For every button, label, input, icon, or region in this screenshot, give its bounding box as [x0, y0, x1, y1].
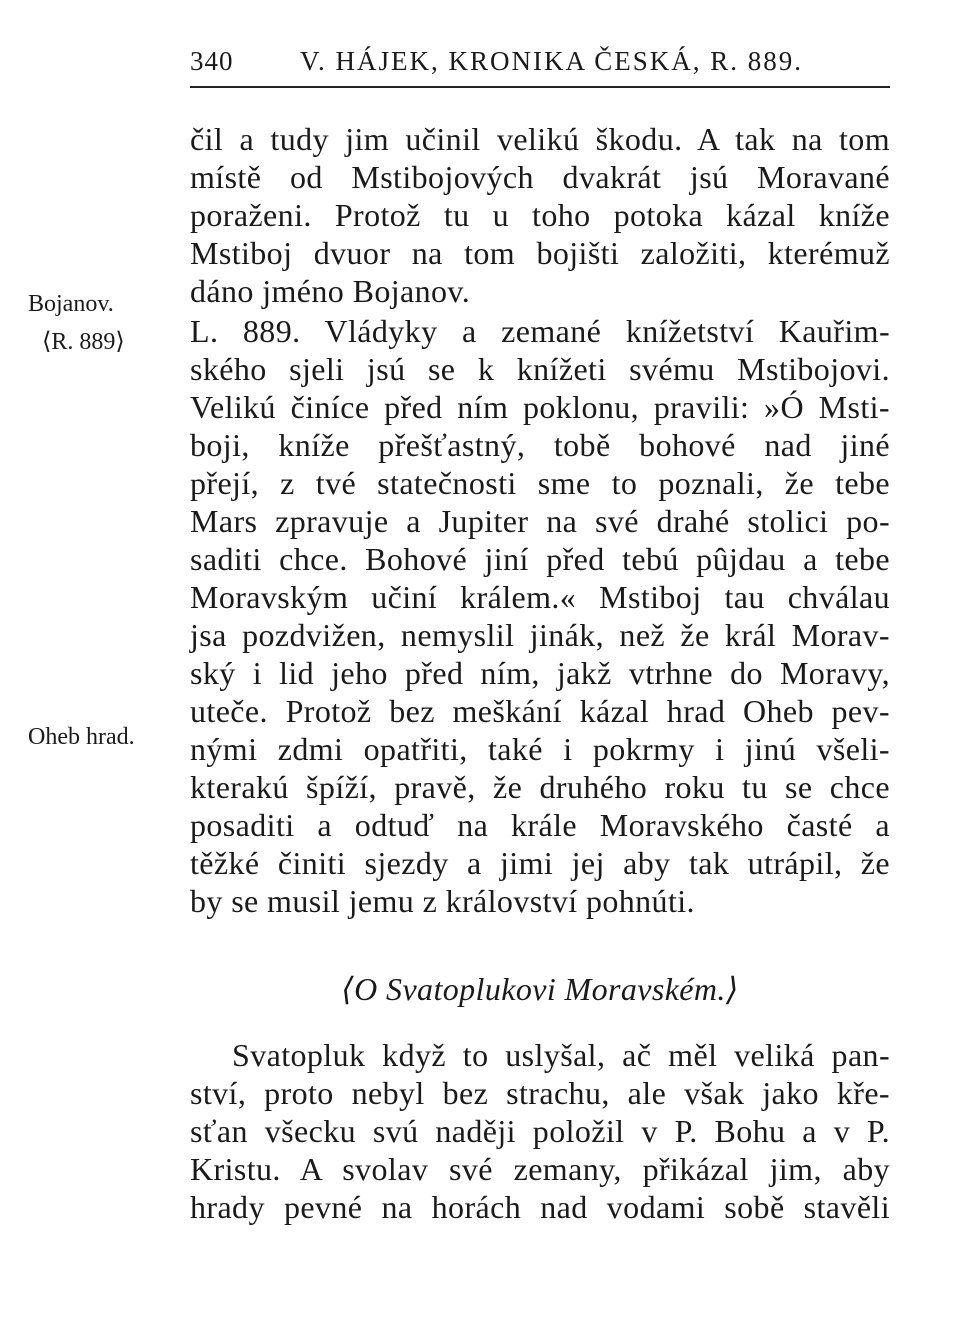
margin-note-bojanov: Bojanov.	[28, 291, 114, 317]
text-line: uteče. Protož bez meškání kázal hrad Oheb pev-	[190, 693, 890, 729]
text-line: boji, kníže přešťastný, tobě bohové nad jiné	[190, 427, 890, 463]
text-line: saditi chce. Bohové jiní před tebú pûjdau a tebe	[190, 541, 890, 577]
text-line: přejí, z tvé statečnosti sme to poznali, že tebe	[190, 465, 890, 501]
text-line: místě od Mstibojových dvakrát jsú Moravané	[190, 159, 890, 195]
text-line: dáno jméno Bojanov.	[190, 273, 471, 309]
section-heading: ⟨O Svatoplukovi Moravském.⟩	[341, 971, 739, 1007]
margin-note-oheb: Oheb hrad.	[28, 724, 135, 750]
text-line: Mstiboj dvuor na tom bojišti založiti, kterémuž	[190, 235, 890, 271]
text-line: Mars zpravuje a Jupiter na své drahé stolici po-	[190, 503, 890, 539]
text-line: jsa pozdvižen, nemyslil jinák, než že král Morav-	[190, 617, 890, 653]
text-line: nými zdmi opatřiti, také i pokrmy i jinú všeli-	[190, 731, 890, 767]
text-line: sťan všecku svú naději položil v P. Bohu a v P.	[190, 1113, 890, 1149]
text-line: ského sjeli jsú se k knížeti svému Mstibojovi.	[190, 351, 890, 387]
text-line: těžké činiti sjezdy a jimi jej aby tak utrápil, že	[190, 845, 890, 881]
text-line: posaditi a odtuď na krále Moravského časté a	[190, 807, 890, 843]
text-line: Kristu. A svolav své zemany, přikázal jim, aby	[190, 1151, 890, 1187]
text-line: Velikú činíce před ním poklonu, pravili: »Ó Msti-	[190, 389, 890, 425]
running-title: V. HÁJEK, KRONIKA ČESKÁ, R. 889.	[300, 46, 804, 76]
text-line: Moravským učiní králem.« Mstiboj tau chválau	[190, 579, 890, 615]
page-header	[190, 46, 890, 88]
text-line: kterakú špíží, pravě, že druhého roku tu se chce	[190, 769, 890, 805]
text-line: Svatopluk když to uslyšal, ač měl veliká pan-	[232, 1037, 890, 1073]
margin-note-year: ⟨R. 889⟩	[42, 329, 125, 355]
text-line: by se musil jemu z království pohnúti.	[190, 883, 695, 919]
text-line: L. 889. Vládyky a zemané knížetství Kauřim-	[190, 313, 890, 349]
text-line: ský i lid jeho před ním, jakž vtrhne do Moravy,	[190, 655, 890, 691]
text-line: čil a tudy jim učinil velikú škodu. A tak na tom	[190, 121, 890, 157]
text-line: hrady pevné na horách nad vodami sobě stavěli	[190, 1189, 890, 1225]
page-number: 340	[190, 46, 234, 76]
text-line: ství, proto nebyl bez strachu, ale však jako kře-	[190, 1075, 890, 1111]
text-line: poraženi. Protož tu u toho potoka kázal kníže	[190, 197, 890, 233]
